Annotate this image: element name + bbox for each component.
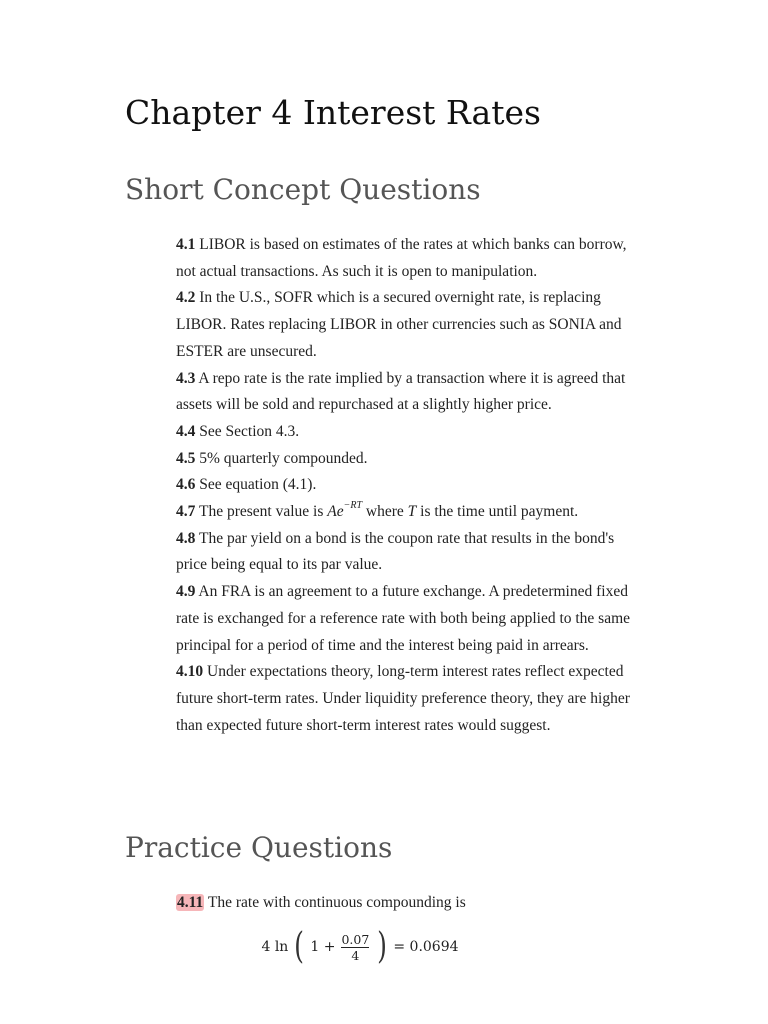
practice-item-text: The rate with continuous compounding is: [204, 894, 466, 911]
answer-4-2: [176, 285, 646, 365]
answer-number: 4.6: [176, 476, 196, 494]
section-heading-practice: Practice Questions: [125, 831, 393, 864]
answer-number: 4.4: [176, 422, 196, 440]
fraction-denominator: 4: [351, 947, 360, 963]
answer-text: Under expectations theory, long-term interest rates reflect expected future short-term rates. Under liquidity preference theory, they are higher than expected future short-term interest rates would suggest.: [176, 663, 630, 734]
answer-4-7: [176, 499, 646, 526]
section-heading-short-concept: Short Concept Questions: [125, 173, 481, 206]
math-variable: T: [407, 503, 417, 521]
left-paren: (: [294, 926, 305, 967]
answer-number: 4.7: [176, 503, 196, 521]
answer-number: 4.2: [176, 289, 196, 307]
answer-text: In the U.S., SOFR which is a secured overnight rate, is replacing LIBOR. Rates replacing LIBOR in other currencies such as SONIA and ESTER are unsecured.: [176, 289, 622, 360]
right-paren: ): [377, 926, 388, 967]
equation-prefix: 4 ln: [261, 939, 289, 955]
fraction-numerator: 0.07: [341, 931, 370, 947]
answer-text: A repo rate is the rate implied by a transaction where it is agreed that assets will be sold and repurchased at a slightly higher price.: [176, 369, 626, 414]
answer-number: 4.3: [176, 369, 196, 387]
short-concept-answers: [176, 232, 646, 739]
answer-4-8: [176, 526, 646, 579]
answer-4-3: [176, 366, 646, 419]
practice-item-4-11: [176, 890, 656, 916]
equation-one-plus: 1 +: [310, 939, 336, 955]
answer-number: 4.8: [176, 529, 196, 547]
equation-display: [0, 926, 768, 968]
answer-4-9: [176, 579, 646, 659]
answer-4-6: [176, 472, 646, 499]
answer-4-1: [176, 232, 646, 285]
answer-text: The par yield on a bond is the coupon rate that results in the bond's price being equal to its par value.: [176, 529, 615, 574]
highlighted-question-number: 4.11: [177, 894, 204, 911]
answer-4-5: [176, 446, 646, 473]
math-exponent: −RT: [343, 499, 363, 511]
equation-result: = 0.0694: [393, 939, 459, 955]
answer-text: See Section 4.3.: [195, 422, 300, 440]
answer-4-4: [176, 419, 646, 446]
answer-number: 4.1: [176, 236, 196, 253]
answer-text: 5% quarterly compounded.: [195, 449, 368, 467]
answer-number: 4.10: [176, 663, 204, 681]
equation-fraction: [341, 932, 369, 963]
math-expression: Ae: [327, 503, 344, 521]
answer-text: where: [362, 503, 408, 521]
answer-number: 4.5: [176, 449, 196, 467]
answer-text: See equation (4.1).: [195, 476, 317, 494]
chapter-title: Chapter 4 Interest Rates: [125, 93, 541, 132]
answer-number: 4.9: [176, 583, 196, 601]
answer-text: The present value is: [195, 503, 328, 521]
answer-text: is the time until payment.: [416, 503, 579, 521]
answer-4-10: [176, 659, 646, 739]
answer-text: LIBOR is based on estimates of the rates at which banks can borrow, not actual transactions. As such it is open to manipulation.: [176, 236, 627, 280]
answer-text: An FRA is an agreement to a future exchange. A predetermined fixed rate is exchanged for a reference rate with both being applied to the same principal for a period of time and the interest being paid in arrears.: [176, 583, 631, 654]
